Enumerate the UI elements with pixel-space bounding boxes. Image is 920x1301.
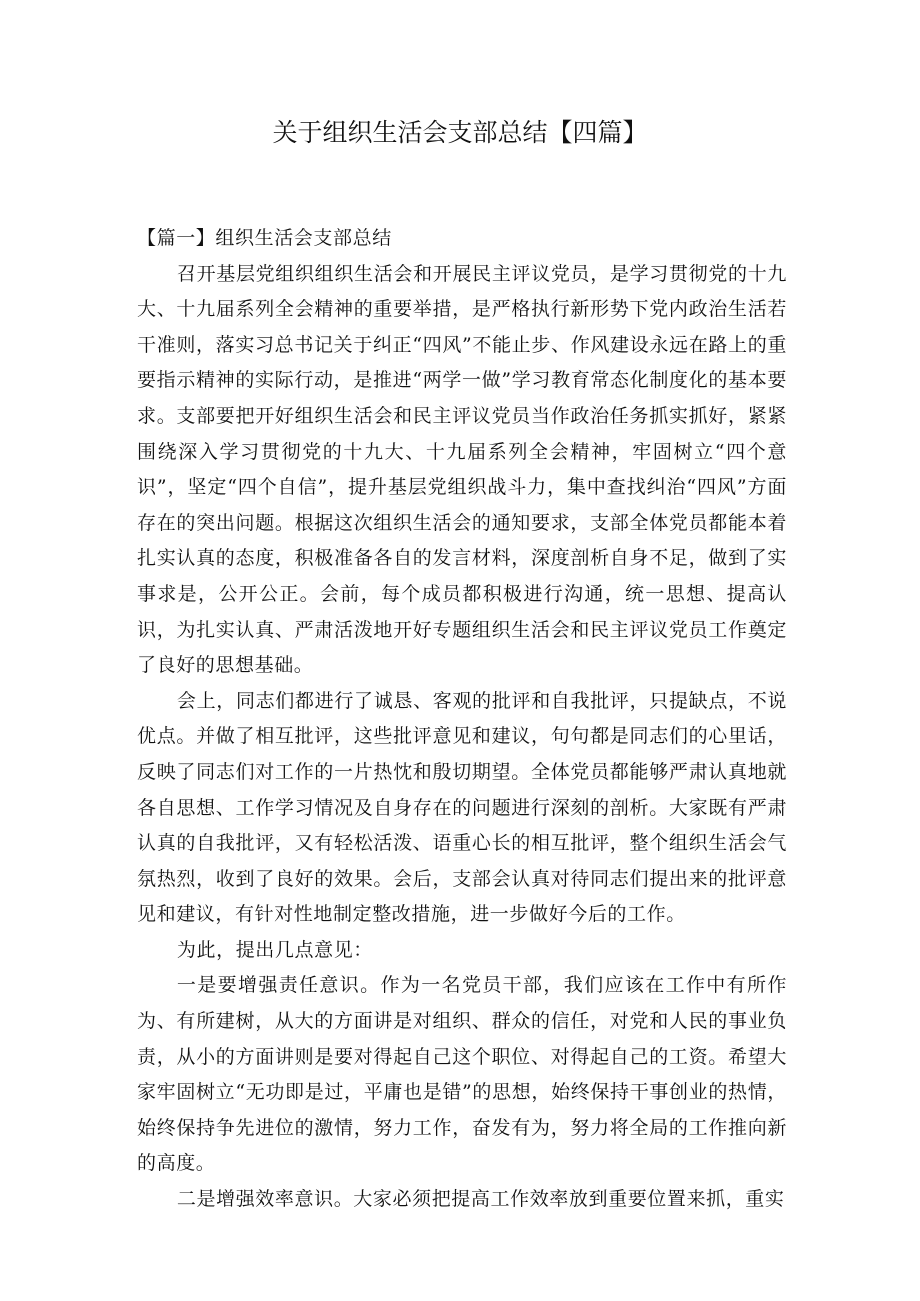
document-title: 关于组织生活会支部总结【四篇】: [272, 118, 648, 147]
paragraph-2: 会上，同志们都进行了诚恳、客观的批评和自我批评，只提缺点，不说优点。并做了相互批评，这些批评意见和建议，句句都是同志们的心里话，反映了同志们对工作的一片热忱和殷切期望。全体党员都能够严肃认真地就各自思想、工作学习情况及自身存在的问题进行深刻的剖析。大家既有严肃认真的自我批评，又有轻松活泼、语重心长的相互批评，整个组织生活会气氛热烈，收到了良好的效果。会后，支部会认真对待同志们提出来的批评意见和建议，有针对性地制定整改措施，进一步做好今后的工作。: [137, 689, 787, 926]
paragraph-5: 二是增强效率意识。大家必须把提高工作效率放到重要位置来抓，重实: [176, 1188, 785, 1211]
paragraph-4: 一是要增强责任意识。作为一名党员干部，我们应该在工作中有所作为、有所建树，从大的方面讲是对组织、群众的信任，对党和人民的事业负责，从小的方面讲则是要对得起自己这个职位、对得起自己的工资。希望大家牢固树立“无功即是过，平庸也是错”的思想，始终保持干事创业的热情，始终保持争先进位的激情，努力工作，奋发有为，努力将全局的工作推向新的高度。: [137, 974, 787, 1175]
section-heading: 【篇一】组织生活会支部总结: [137, 227, 392, 249]
document-body: [137, 221, 787, 1218]
paragraph-3: 为此，提出几点意见：: [176, 938, 373, 961]
paragraph-1: 召开基层党组织组织生活会和开展民主评议党员，是学习贯彻党的十九大、十九届系列全会精神的重要举措，是严格执行新形势下党内政治生活若干准则，落实习总书记关于纠正“四风”不能止步、作风建设永远在路上的重要指示精神的实际行动，是推进“两学一做”学习教育常态化制度化的基本要求。支部要把开好组织生活会和民主评议党员当作政治任务抓实抓好，紧紧围绕深入学习贯彻党的十九大、十九届系列全会精神，牢固树立“四个意识”，坚定“四个自信”，提升基层党组织战斗力，集中查找纠治“四风”方面存在的突出问题。根据这次组织生活会的通知要求，支部全体党员都能本着扎实认真的态度，积极准备各自的发言材料，深度剖析自身不足，做到了实事求是，公开公正。会前，每个成员都积极进行沟通，统一思想、提高认识，为扎实认真、严肃活泼地开好专题组织生活会和民主评议党员工作奠定了良好的思想基础。: [137, 262, 787, 677]
